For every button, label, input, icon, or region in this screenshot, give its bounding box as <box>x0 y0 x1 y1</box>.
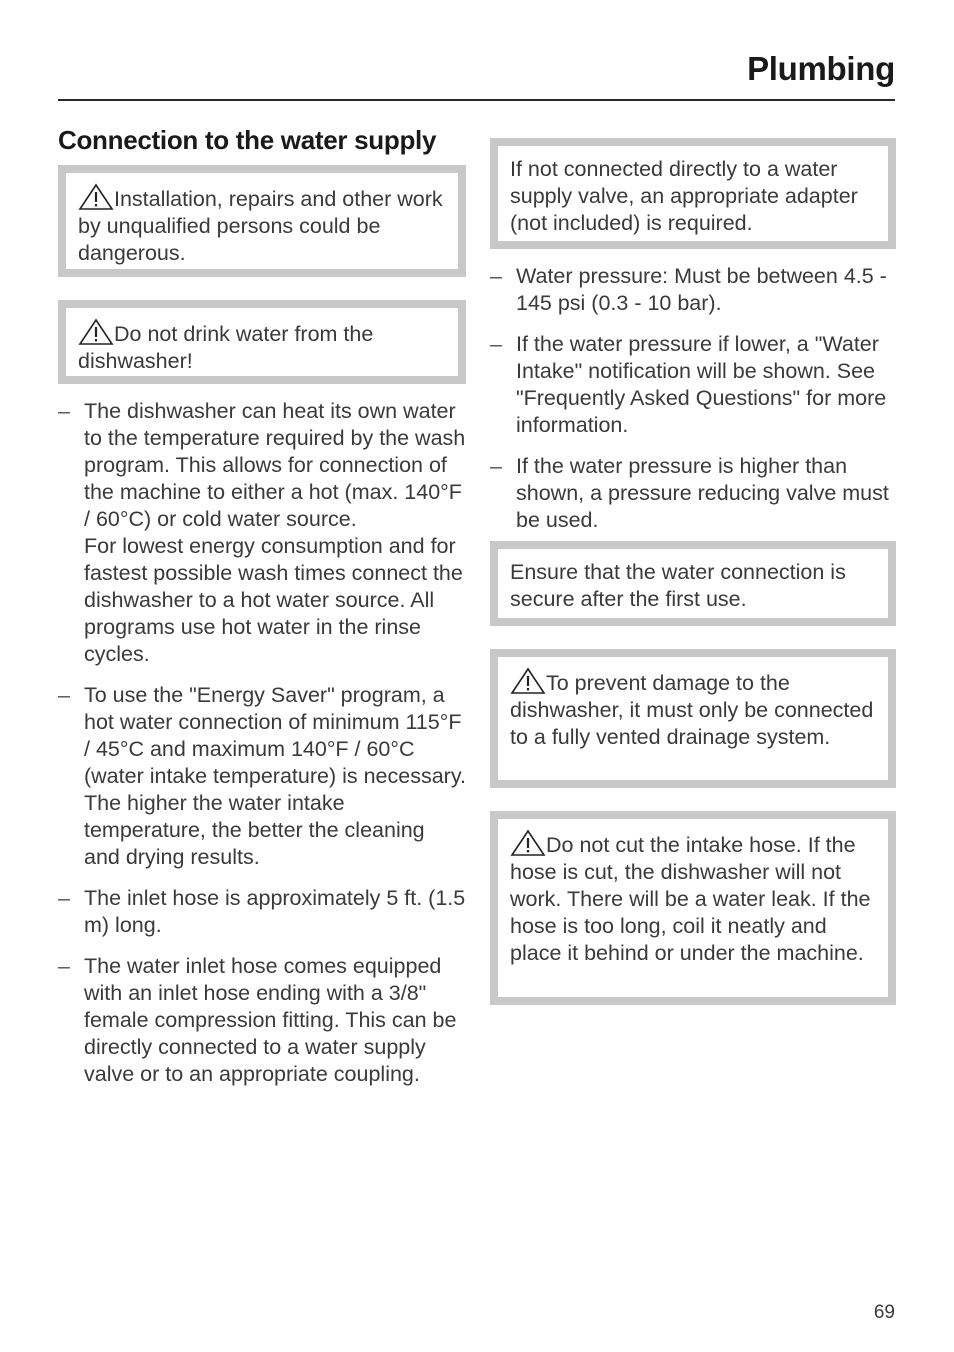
list-item-text: The water inlet hose comes equipped with an inlet hose ending with a 3/8" female compression fitting. This can be directly connected to a water supply valve or to an appropriate coupling. <box>84 954 457 1086</box>
list-item-text: The dishwasher can heat its own water to the temperature required by the wash program. This allows for connection of the machine to either a hot (max. 140°F / 60°C) or cold water source. <box>84 399 466 531</box>
list-item <box>490 453 896 534</box>
list-item <box>58 885 466 939</box>
warning-text: Installation, repairs and other work by unqualified persons could be dangerous. <box>78 187 443 265</box>
list-item-text: For lowest energy consumption and for fastest possible wash times connect the dishwasher to a hot water source. All programs use hot water in the rinse cycles. <box>84 534 463 666</box>
dash-bullet: – <box>58 886 70 910</box>
warning-box-drink <box>58 300 466 384</box>
warning-triangle-icon <box>78 183 114 209</box>
list-item-text: If the water pressure if lower, a "Water Intake" notification will be shown. See "Frequently Asked Questions" for more information. <box>516 332 887 437</box>
dash-bullet: – <box>58 399 70 423</box>
note-box-secure <box>490 541 896 626</box>
list-item <box>58 682 466 871</box>
warning-triangle-icon <box>510 829 546 855</box>
list-item-text: To use the "Energy Saver" program, a hot water connection of minimum 115°F / 45°C and maximum 140°F / 60°C (water intake temperature) is necessary. <box>84 683 466 788</box>
list-item <box>58 953 466 1088</box>
note-text: Ensure that the water connection is secure after the first use. <box>510 560 846 611</box>
warning-box-hose <box>490 811 896 1005</box>
note-box-adapter <box>490 138 896 249</box>
warning-text: Do not cut the intake hose. If the hose is cut, the dishwasher will not work. There will be a water leak. If the hose is too long, coil it neatly and place it behind or under the machine. <box>510 833 871 965</box>
warning-triangle-icon <box>510 667 546 693</box>
list-item-text: Water pressure: Must be between 4.5 - 145 psi (0.3 - 10 bar). <box>516 264 887 315</box>
list-item <box>490 263 896 317</box>
left-bullet-list <box>58 398 466 1102</box>
list-item-text: If the water pressure is higher than shown, a pressure reducing valve must be used. <box>516 454 889 532</box>
right-bullet-list <box>490 263 896 548</box>
dash-bullet: – <box>490 264 502 288</box>
dash-bullet: – <box>58 954 70 978</box>
page-number: 69 <box>873 1302 895 1323</box>
page-header-title: Plumbing <box>747 50 895 87</box>
warning-box-drainage <box>490 649 896 788</box>
list-item-text: The inlet hose is approximately 5 ft. (1.5 m) long. <box>84 886 466 937</box>
dash-bullet: – <box>58 683 70 707</box>
warning-box-unqualified <box>58 165 466 277</box>
section-heading: Connection to the water supply <box>58 125 437 155</box>
dash-bullet: – <box>490 332 502 356</box>
warning-text: To prevent damage to the dishwasher, it must only be connected to a fully vented drainage system. <box>510 671 874 749</box>
list-item <box>490 331 896 439</box>
note-text: If not connected directly to a water supply valve, an appropriate adapter (not included) is required. <box>510 157 858 235</box>
header-rule <box>58 99 895 101</box>
list-item <box>58 398 466 668</box>
warning-text: Do not drink water from the dishwasher! <box>78 322 374 373</box>
dash-bullet: – <box>490 454 502 478</box>
list-item-text: The higher the water intake temperature, the better the cleaning and drying results. <box>84 791 425 869</box>
warning-triangle-icon <box>78 318 114 344</box>
